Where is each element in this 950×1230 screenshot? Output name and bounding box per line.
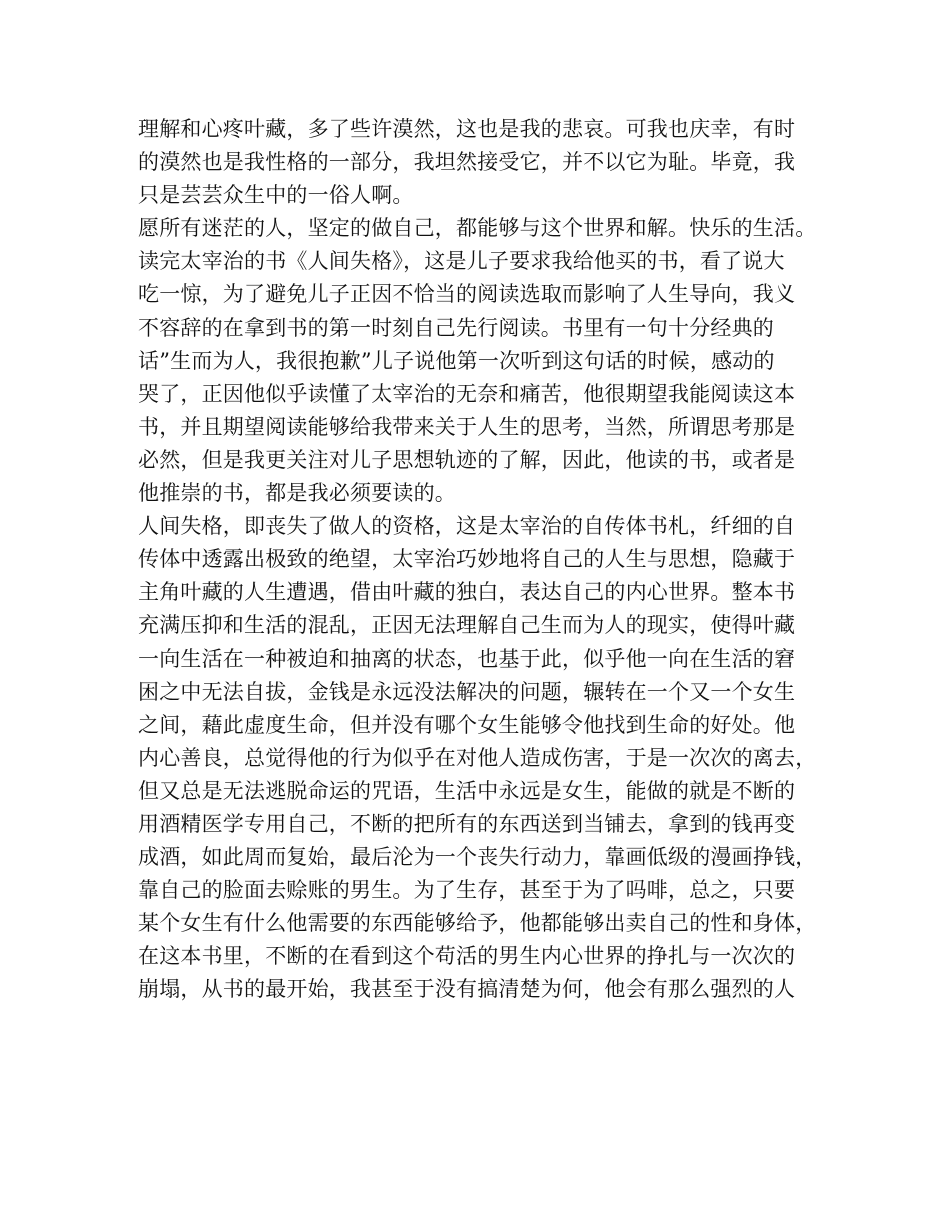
text-line: 成酒，如此周而复始，最后沦为一个丧失行动力，靠画低级的漫画挣钱， (138, 845, 817, 870)
text-line: 哭了，正因他似乎读懂了太宰治的无奈和痛苦，他很期望我能阅读这本 (138, 381, 796, 406)
text-line: 读完太宰治的书《人间失格》，这是儿子要求我给他买的书，看了说大 (138, 249, 785, 274)
text-line: 一向生活在一种被迫和抽离的状态，也基于此，似乎他一向在生活的窘 (138, 646, 796, 671)
text-line: 必然，但是我更关注对儿子思想轨迹的了解，因此，他读的书，或者是 (138, 447, 796, 472)
text-line: 的漠然也是我性格的一部分，我坦然接受它，并不以它为耻。毕竟，我 (138, 150, 796, 175)
text-line: 人间失格，即丧失了做人的资格，这是太宰治的自传体书札，纤细的自 (138, 514, 796, 539)
text-line: 不容辞的在拿到书的第一时刻自己先行阅读。书里有一句十分经典的 (138, 315, 774, 340)
text-line: 吃一惊，为了避免儿子正因不恰当的阅读选取而影响了人生导向，我义 (138, 282, 796, 307)
text-line: 但又总是无法逃脱命运的咒语，生活中永远是女生，能做的就是不断的 (138, 778, 796, 803)
text-line: 主角叶藏的人生遭遇，借由叶藏的独白，表达自己的内心世界。整本书 (138, 580, 796, 605)
text-line: 理解和心疼叶藏，多了些许漠然，这也是我的悲哀。可我也庆幸，有时 (138, 117, 796, 141)
text-line: 只是芸芸众生中的一俗人啊。 (138, 183, 414, 208)
text-line: 用酒精医学专用自己，不断的把所有的东西送到当铺去，拿到的钱再变 (138, 811, 796, 836)
text-line: 某个女生有什么他需要的东西能够给予，他都能够出卖自己的性和身体， (138, 911, 817, 936)
body-text (138, 113, 838, 1007)
text-line: 困之中无法自拔，金钱是永远没法解决的问题，辗转在一个又一个女生 (138, 679, 796, 704)
text-line: 话”生而为人，我很抱歉”儿子说他第一次听到这句话的时候，感动的 (138, 348, 775, 373)
text-line: 在这本书里，不断的在看到这个苟活的男生内心世界的挣扎与一次次的 (138, 944, 796, 969)
text-line: 之间，藉此虚度生命，但并没有哪个女生能够令他找到生命的好处。他 (138, 712, 796, 737)
text-line: 崩塌，从书的最开始，我甚至于没有搞清楚为何，他会有那么强烈的人 (138, 977, 796, 1002)
text-line: 愿所有迷茫的人，坚定的做自己，都能够与这个世界和解。快乐的生活。 (138, 216, 817, 241)
text-line: 传体中透露出极致的绝望，太宰治巧妙地将自己的人生与思想，隐藏于 (138, 547, 796, 572)
text-line: 充满压抑和生活的混乱，正因无法理解自己生而为人的现实，使得叶藏 (138, 613, 796, 638)
text-line: 书，并且期望阅读能够给我带来关于人生的思考，当然，所谓思考那是 (138, 414, 796, 439)
text-line: 内心善良，总觉得他的行为似乎在对他人造成伤害，于是一次次的离去， (138, 745, 817, 770)
text-line: 他推崇的书，都是我必须要读的。 (138, 481, 456, 506)
text-line: 靠自己的脸面去赊账的男生。为了生存，甚至于为了吗啡，总之，只要 (138, 878, 796, 903)
